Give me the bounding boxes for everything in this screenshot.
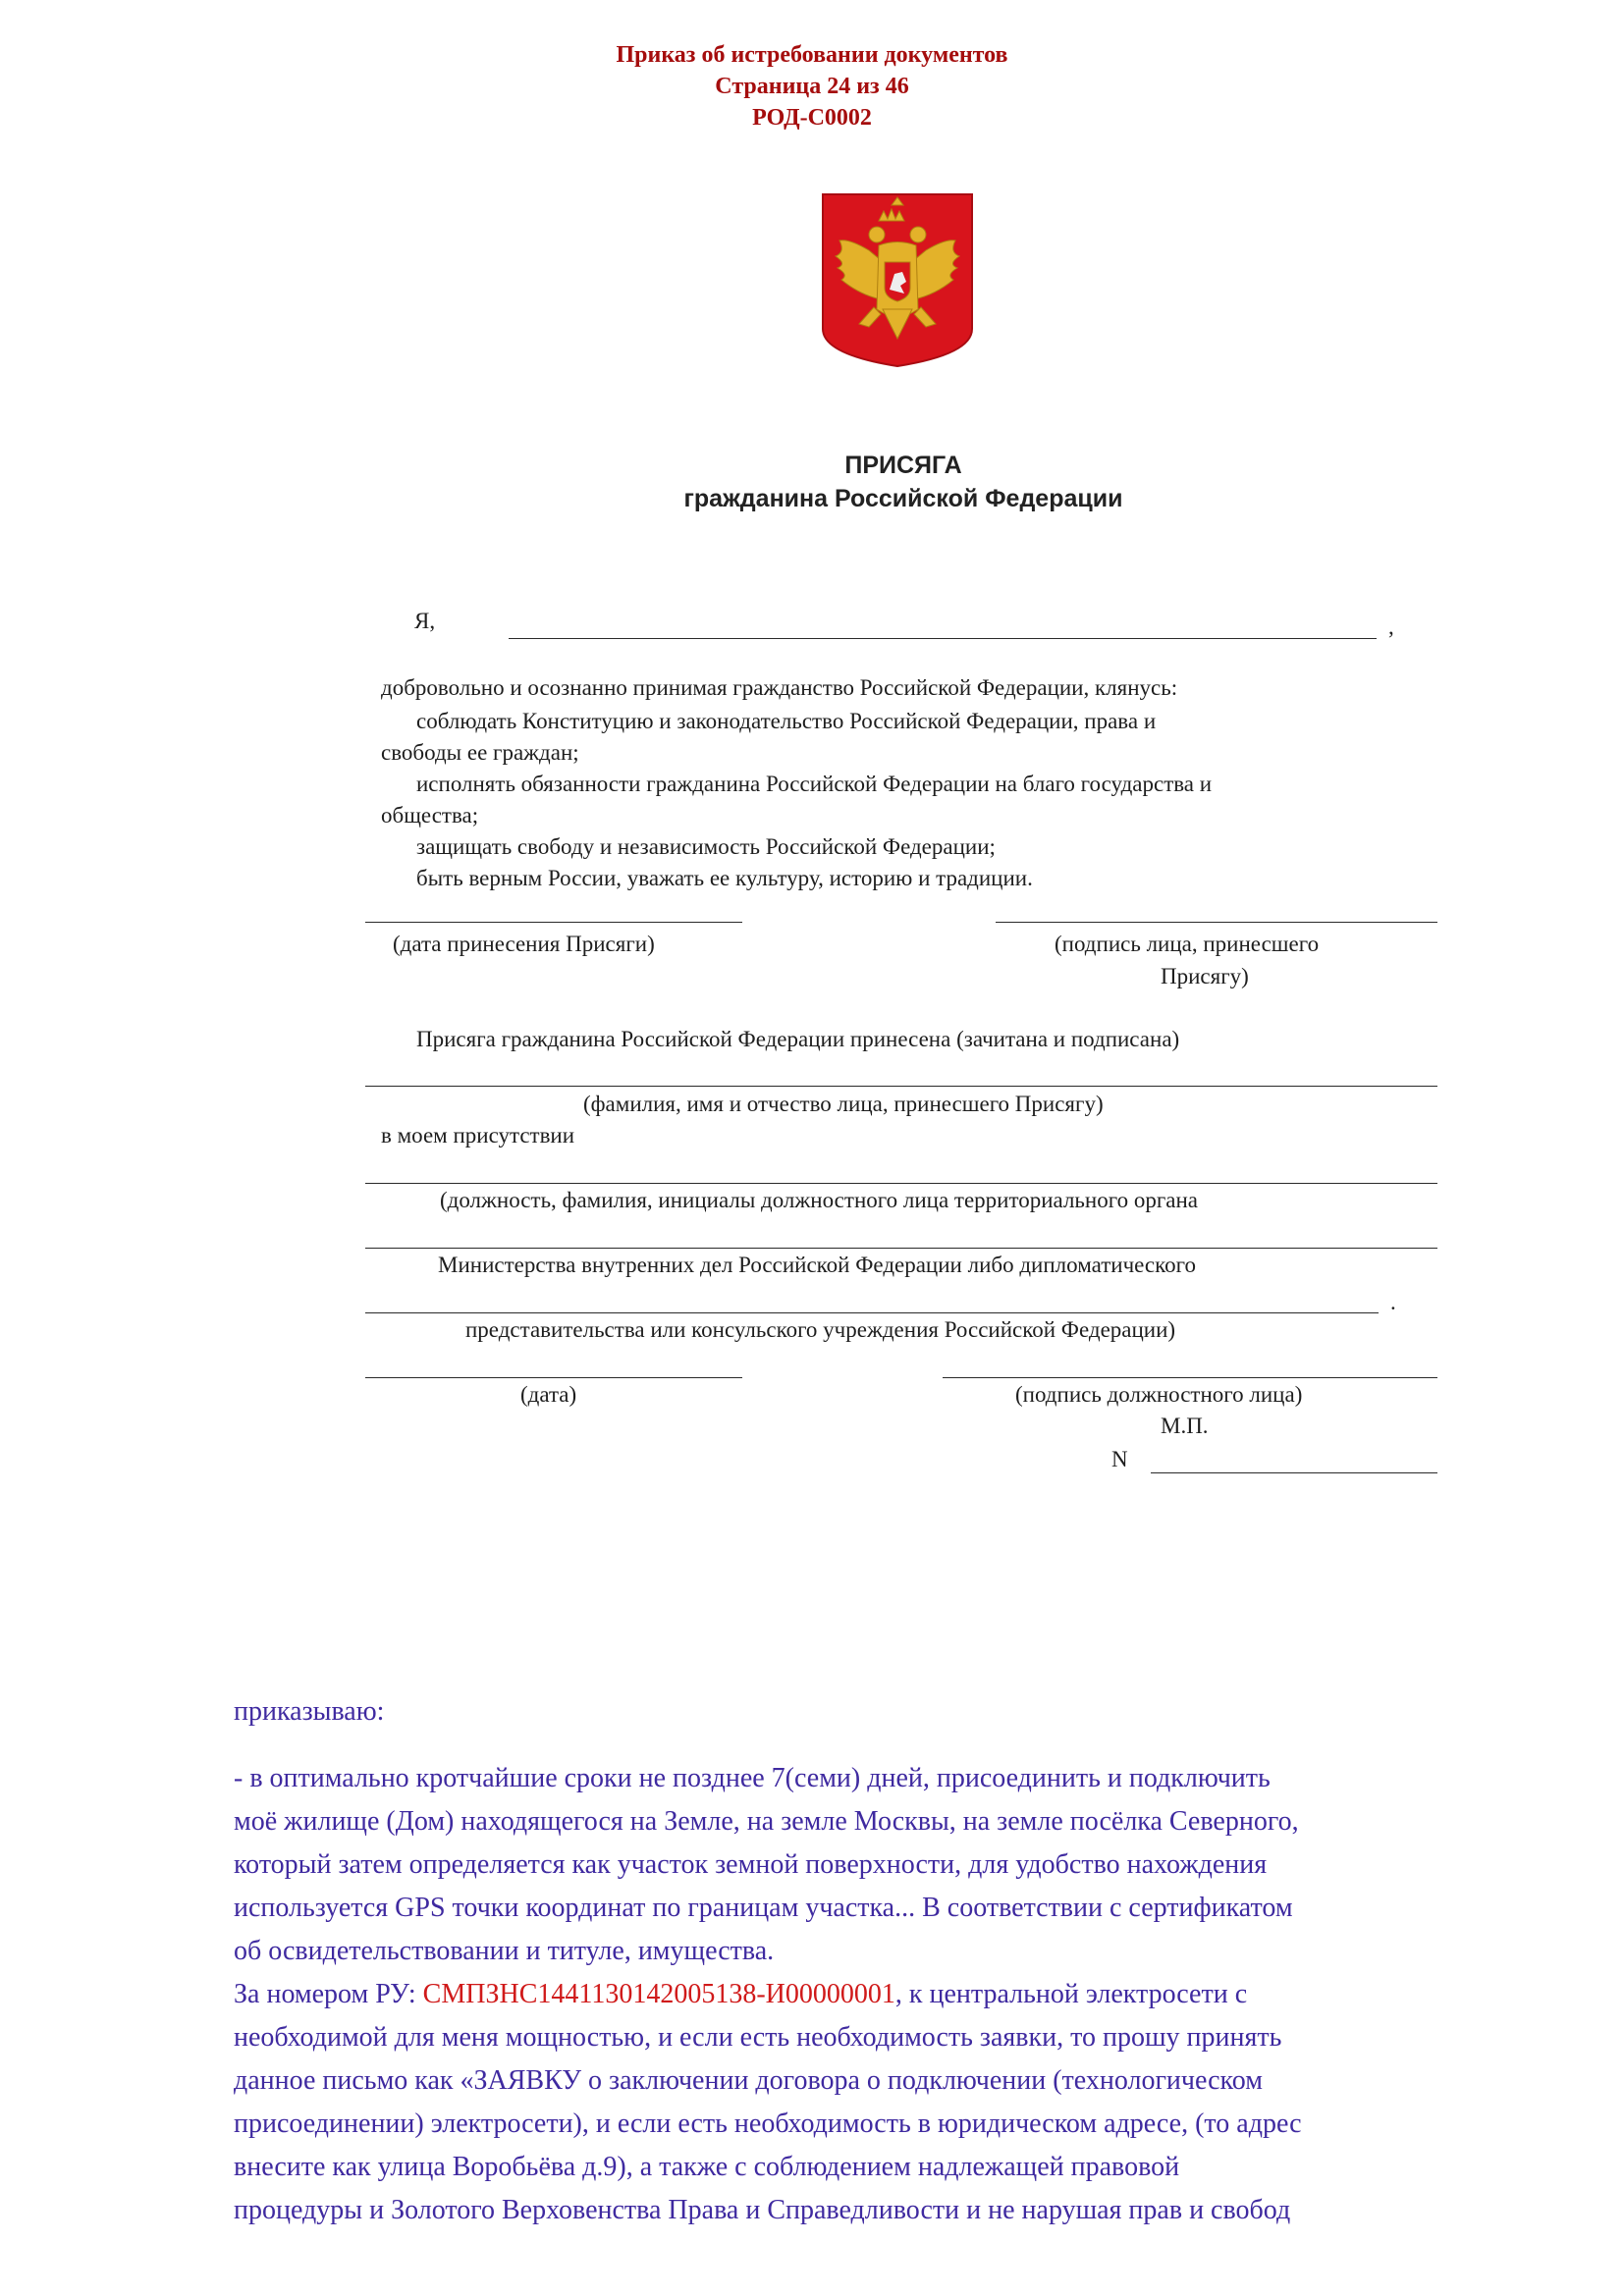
fio-caption: (фамилия, имя и отчество лица, принесшего Присягу) (583, 1092, 1104, 1116)
document-code: РОД-С0002 (752, 105, 872, 131)
order-line: моё жилище (Дом) находящегося на Земле, на земле Москвы, на земле посёлка Северного, (234, 1806, 1299, 1837)
official-caption: представительства или консульского учреждения Российской Федерации) (465, 1317, 1176, 1342)
name-line (509, 638, 1377, 639)
page-number: Страница 24 из 46 (715, 74, 909, 99)
oath-line: общества; (381, 803, 479, 828)
order-line: используется GPS точки координат по границам участка... В соответствии с сертификатом (234, 1893, 1293, 1923)
oath-line: добровольно и осознанно принимая гражданство Российской Федерации, клянусь: (381, 675, 1178, 700)
order-line: присоединении) электросети), и если есть необходимость в юридическом адресе, (то адрес (234, 2109, 1302, 2139)
oath-ya: Я, (414, 609, 436, 633)
order-line: необходимой для меня мощностью, и если есть необходимость заявки, то прошу принять (234, 2022, 1282, 2053)
oath-subtitle: гражданина Российской Федерации (683, 485, 1123, 512)
oath-title: ПРИСЯГА (844, 452, 962, 479)
order-line: который затем определяется как участок земной поверхности, для удобство нахождения (234, 1849, 1268, 1880)
ru-suffix: , к центральной электросети с (894, 1979, 1248, 2009)
oath-line: свободы ее граждан; (381, 740, 579, 765)
number-label: N (1111, 1447, 1128, 1471)
official-dot: . (1390, 1290, 1396, 1314)
date-line-2 (365, 1377, 742, 1378)
oath-line: соблюдать Конституцию и законодательство Российской Федерации, права и (416, 709, 1157, 733)
ru-number: СМПЗНС1441130142005138-И00000001 (422, 1979, 895, 2009)
official-signature-caption: (подпись должностного лица) (1015, 1382, 1303, 1407)
order-line: внесите как улица Воробьёва д.9), а также с соблюдением надлежащей правовой (234, 2152, 1180, 2182)
order-heading: приказываю: (234, 1696, 385, 1727)
official-caption: Министерства внутренних дел Российской Федерации либо дипломатического (438, 1253, 1197, 1277)
oath-line: защищать свободу и независимость Российской Федерации; (416, 834, 996, 859)
oath-comma: , (1388, 614, 1394, 639)
signature-line (996, 922, 1437, 923)
signature-caption: (подпись лица, принесшего (1055, 932, 1320, 956)
coat-of-arms-icon (820, 191, 975, 368)
order-line: об освидетельствовании и титуле, имущества. (234, 1936, 775, 1966)
oath-line: исполнять обязанности гражданина Российской Федерации на благо государства и (416, 772, 1213, 796)
order-line: - в оптимально кротчайшие сроки не позднее 7(семи) дней, присоединить и подключить (234, 1763, 1271, 1793)
date-line (365, 922, 742, 923)
order-line: процедуры и Золотого Верховенства Права и Справедливости и не нарушая прав и свобод (234, 2195, 1291, 2225)
number-line (1151, 1472, 1437, 1473)
official-line (365, 1312, 1379, 1313)
document-title: Приказ об истребовании документов (616, 42, 1008, 68)
oath-taken-text: Присяга гражданина Российской Федерации принесена (зачитана и подписана) (416, 1027, 1180, 1051)
signature-caption-2: Присягу) (1161, 964, 1249, 988)
order-ru-line (234, 1973, 1247, 2016)
date-caption: (дата принесения Присяги) (393, 932, 655, 956)
official-line (365, 1248, 1437, 1249)
ru-prefix: За номером РУ: (234, 1979, 423, 2009)
signature-line-2 (943, 1377, 1437, 1378)
order-line: данное письмо как «ЗАЯВКУ о заключении договора о подключении (технологическом (234, 2065, 1263, 2096)
stamp-mp: М.П. (1161, 1414, 1209, 1438)
date-caption-2: (дата) (520, 1382, 577, 1407)
fio-line (365, 1086, 1437, 1087)
official-line (365, 1183, 1437, 1184)
official-caption: (должность, фамилия, инициалы должностного лица территориального органа (440, 1188, 1198, 1212)
presence-text: в моем присутствии (381, 1123, 575, 1148)
oath-line: быть верным России, уважать ее культуру, историю и традиции. (416, 866, 1033, 890)
